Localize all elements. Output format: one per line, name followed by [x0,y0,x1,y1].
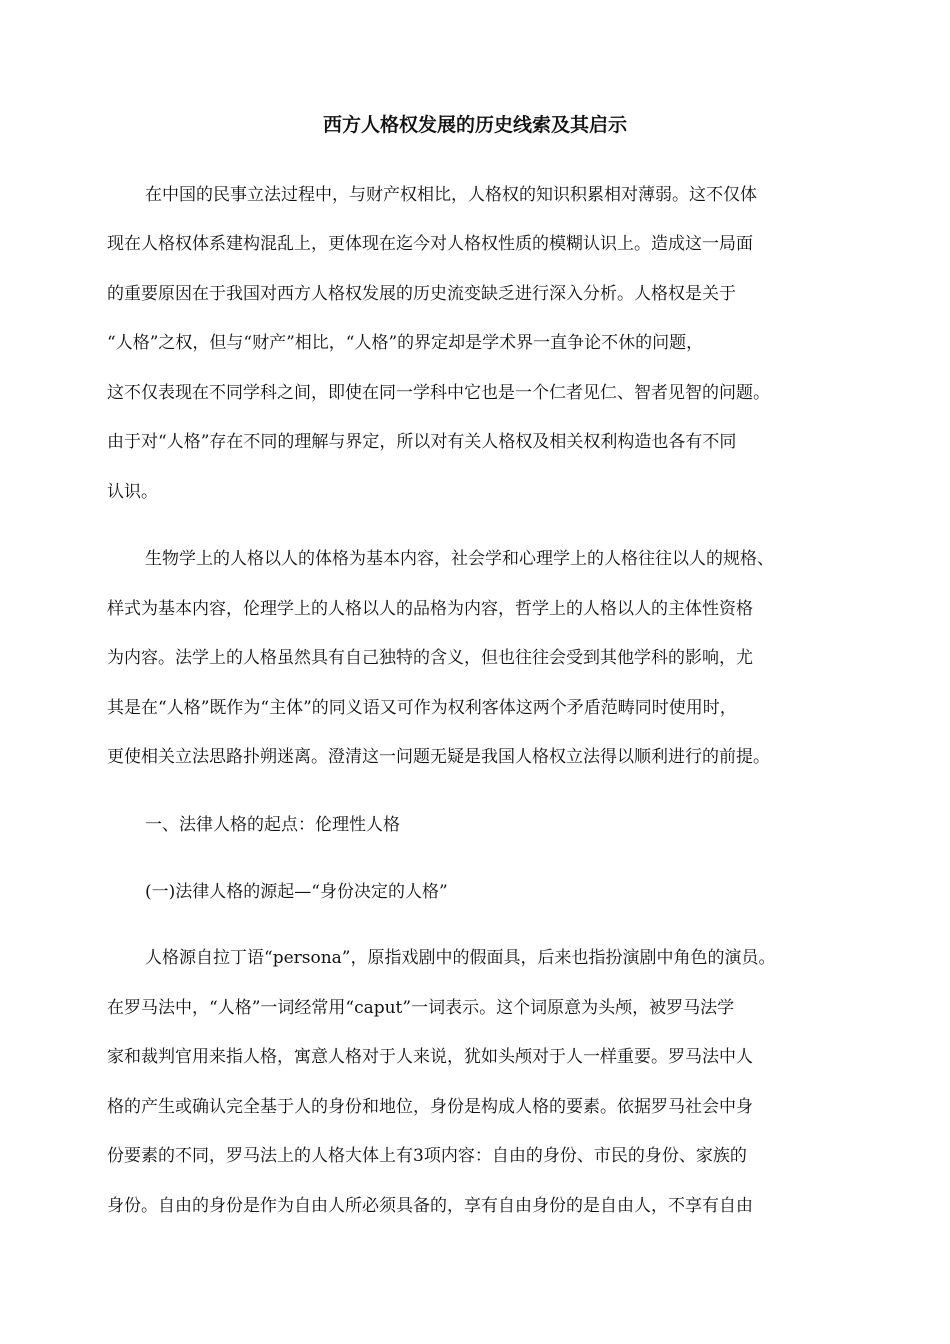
section-heading: 一、法律人格的起点：伦理性人格 [145,815,400,835]
paragraph-3-line-3: 家和裁判官用来指人格，寓意人格对于人来说，犹如头颅对于人一样重要。罗马法中人 [107,1047,753,1067]
paragraph-2-line-4: 其是在“人格”既作为“主体”的同义语又可作为权利客体这两个矛盾范畴同时使用时， [107,698,737,718]
paragraph-3-line-1: 人格源自拉丁语“persona”，原指戏剧中的假面具，后来也指扮演剧中角色的演员。 [145,948,776,968]
paragraph-1-line-3: 的重要原因在于我国对西方人格权发展的历史流变缺乏进行深入分析。人格权是关于 [107,284,736,304]
paragraph-1-line-2: 现在人格权体系建构混乱上，更体现在迄今对人格权性质的模糊认识上。造成这一局面 [107,234,753,254]
paragraph-1-line-5: 这不仅表现在不同学科之间，即使在同一学科中它也是一个仁者见仁、智者见智的问题。 [107,383,770,403]
paragraph-3-line-4: 格的产生或确认完全基于人的身份和地位，身份是构成人格的要素。依据罗马社会中身 [107,1097,753,1117]
subsection-heading: (一)法律人格的源起—“身份决定的人格” [145,882,448,902]
paragraph-2-line-3: 为内容。法学上的人格虽然具有自己独特的含义，但也往往会受到其他学科的影响，尤 [107,648,753,668]
paragraph-1-line-4: “人格”之权，但与“财产”相比，“人格”的界定却是学术界一直争论不休的问题， [107,333,704,353]
paragraph-1-line-1: 在中国的民事立法过程中，与财产权相比，人格权的知识积累相对薄弱。这不仅体 [145,185,757,205]
paragraph-1-line-7: 认识。 [107,482,158,502]
paragraph-3-line-2: 在罗马法中，“人格”一词经常用“caput”一词表示。这个词原意为头颅，被罗马法学 [107,998,735,1018]
document-title: 西方人格权发展的历史线索及其启示 [322,114,627,136]
paragraph-3-line-6: 身份。自由的身份是作为自由人所必须具备的，享有自由身份的是自由人，不享有自由 [107,1196,753,1216]
paragraph-2-line-2: 样式为基本内容，伦理学上的人格以人的品格为内容，哲学上的人格以人的主体性资格 [107,599,753,619]
paragraph-1-line-6: 由于对“人格”存在不同的理解与界定，所以对有关人格权及相关权利构造也各有不同 [107,432,737,452]
paragraph-2-line-5: 更使相关立法思路扑朔迷离。澄清这一问题无疑是我国人格权立法得以顺利进行的前提。 [107,747,770,767]
paragraph-3-line-5: 份要素的不同，罗马法上的人格大体上有3项内容：自由的身份、市民的身份、家族的 [107,1146,747,1166]
paragraph-2-line-1: 生物学上的人格以人的体格为基本内容，社会学和心理学上的人格往往以人的规格、 [145,549,774,569]
